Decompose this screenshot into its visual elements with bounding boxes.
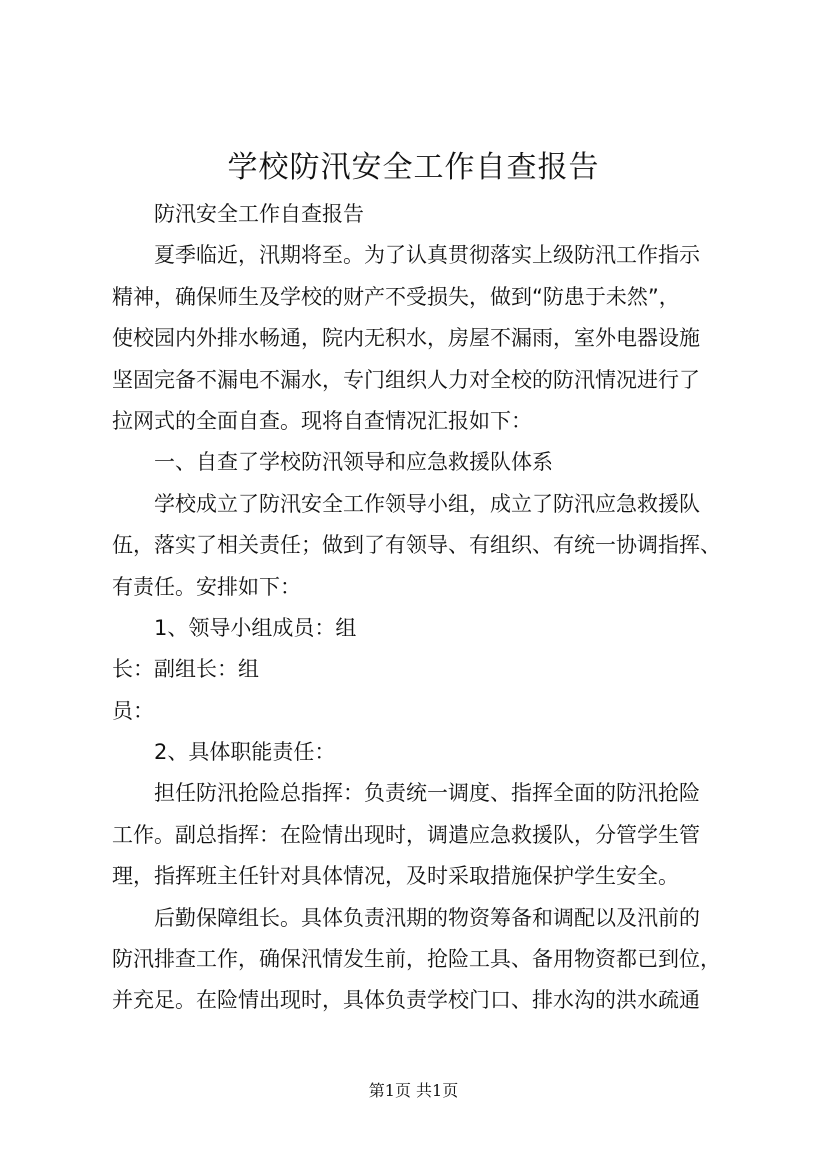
- paragraph-line-subtitle: 防汛安全工作自查报告: [154, 202, 364, 226]
- paragraph-line: 拉网式的全面自查。现将自查情况汇报如下：: [112, 408, 532, 433]
- paragraph-line: 夏季临近，汛期将至。为了认真贯彻落实上级防汛工作指示: [154, 243, 700, 268]
- paragraph-line: 学校成立了防汛安全工作领导小组，成立了防汛应急救援队: [154, 491, 700, 516]
- paragraph-line: 并充足。在险情出现时，具体负责学校门口、排水沟的洪水疏通: [112, 988, 700, 1013]
- document-title: 学校防汛安全工作自查报告: [227, 150, 600, 185]
- document-body: [112, 194, 724, 1022]
- list-item: 2、具体职能责任：: [154, 740, 336, 765]
- paragraph-line: 员：: [112, 698, 154, 723]
- paragraph-line: 有责任。安排如下：: [112, 574, 301, 599]
- paragraph-line: 坚固完备不漏电不漏水，专门组织人力对全校的防汛情况进行了: [112, 367, 700, 392]
- paragraph-line: 防汛排查工作，确保汛情发生前，抢险工具、备用物资都已到位，: [112, 947, 721, 972]
- paragraph-line: 理，指挥班主任针对具体情况，及时采取措施保护学生安全。: [112, 864, 679, 889]
- list-item: 1、领导小组成员：组: [154, 615, 357, 640]
- paragraph-line: 担任防汛抢险总指挥：负责统一调度、指挥全面的防汛抢险: [154, 781, 700, 806]
- paragraph-line: 后勤保障组长。具体负责汛期的物资筹备和调配以及汛前的: [154, 905, 700, 930]
- paragraph-line: 工作。副总指挥：在险情出现时，调遣应急救援队，分管学生管: [112, 822, 700, 847]
- paragraph-line: 使校园内外排水畅通，院内无积水，房屋不漏雨，室外电器设施: [112, 326, 700, 351]
- page-footer: 第1页 共1页: [368, 1081, 459, 1100]
- section-heading-1: 一、自查了学校防汛领导和应急救援队体系: [154, 450, 553, 475]
- paragraph-line: 伍，落实了相关责任；做到了有领导、有组织、有统一协调指挥、: [112, 533, 721, 558]
- paragraph-line: 精神，确保师生及学校的财产不受损失，做到“防患于未然”，: [112, 284, 680, 309]
- paragraph-line: 长：副组长：组: [112, 657, 259, 682]
